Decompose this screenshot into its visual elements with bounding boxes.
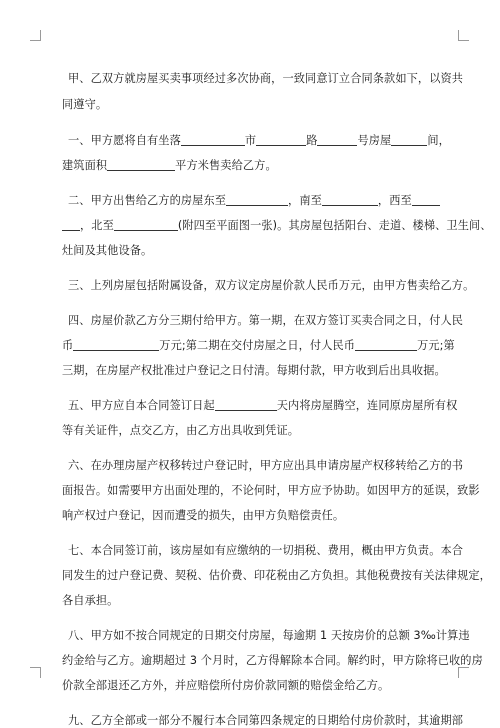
clause-6-line-2: 面报告。如需要甲方出面处理的，不论何时，甲方应予协助。如因甲方的延误，致影 <box>62 484 480 497</box>
clause-6-line-1: 六、在办理房屋产权移转过户登记时，甲方应出具申请房屋产权移转给乙方的书 <box>68 459 464 472</box>
clause-7-line-1: 七、本合同签订前，该房屋如有应缴纳的一切捐税、费用，概由甲方负责。本合 <box>68 544 464 557</box>
clause-8-line-3: 价款全部退还乙方外，并应赔偿所付房价款同额的赔偿金给乙方。 <box>62 679 390 692</box>
blank-field[interactable] <box>322 194 378 206</box>
clause-2-line-3: 灶间及其他设备。 <box>62 244 153 257</box>
blank-field[interactable] <box>412 194 440 206</box>
clause-7-line-2: 同发生的过户登记费、契税、估价费、印花税由乙方负担。其他税费按有关法律规定， <box>62 569 491 582</box>
clause-2-line-2: ，北至 (附四至平面图一张)。其房屋包括阳台、走道、楼梯、卫生间、 <box>62 219 492 233</box>
clause-4-line-1: 四、房屋价款乙方分三期付给甲方。第一期，在双方签订买卖合同之日，付人民 <box>68 314 464 327</box>
blank-field[interactable] <box>62 219 80 231</box>
clause-1-line-2: 建筑面积 平方米售卖给乙方。 <box>62 159 277 172</box>
blank-field[interactable] <box>256 134 306 146</box>
clause-8-line-1: 八、甲方如不按合同规定的日期交付房屋，每逾期 1 天按房价的总额 3‰计算违 <box>68 629 470 642</box>
clause-5-line-1: 五、甲方应自本合同签订日起 天内将房屋腾空，连同原房屋所有权 <box>68 399 458 412</box>
blank-field[interactable] <box>73 339 159 351</box>
crop-mark-top-right <box>458 30 469 41</box>
clause-6-line-3: 响产权过户登记，因而遭受的损失，由甲方负赔偿责任。 <box>62 509 345 522</box>
clause-4-line-2: 币 万元;第二期在交付房屋之日，付人民币 万元;第 <box>62 339 455 352</box>
blank-field[interactable] <box>215 399 277 411</box>
clause-5-line-2: 等有关证件，点交乙方，由乙方出具收到凭证。 <box>62 424 300 437</box>
clause-1-line-1: 一、甲方愿将自有坐落 市 路 号房屋 间， <box>68 134 450 147</box>
blank-field[interactable] <box>107 159 175 171</box>
blank-field[interactable] <box>317 134 357 146</box>
clause-2-line-1: 二、甲方出售给乙方的房屋东至 ，南至 ，西至 <box>68 194 440 208</box>
crop-mark-bottom-left <box>30 667 41 678</box>
blank-field[interactable] <box>355 339 417 351</box>
blank-field[interactable] <box>114 219 178 231</box>
clause-3-line-1: 三、上列房屋包括附属设备，双方议定房屋价款人民币万元，由甲方售卖给乙方。 <box>68 279 475 292</box>
preamble-line-1: 甲、乙双方就房屋买卖事项经过多次协商，一致同意订立合同条款如下，以资共 <box>68 72 464 85</box>
blank-field[interactable] <box>226 194 288 206</box>
clause-9-line-1: 九、乙方全部或一部分不履行本合同第四条规定的日期给付房价款时，其逾期部 <box>68 714 464 727</box>
blank-field[interactable] <box>391 134 427 146</box>
clause-7-line-3: 各自承担。 <box>62 594 119 607</box>
blank-field[interactable] <box>181 134 245 146</box>
clause-4-line-3: 三期，在房屋产权批准过户登记之日付清。每期付款，甲方收到后出具收据。 <box>62 364 446 377</box>
crop-mark-bottom-right <box>458 667 469 678</box>
preamble-line-2: 同遵守。 <box>62 98 108 111</box>
crop-mark-top-left <box>30 30 41 41</box>
clause-8-line-2: 约金给与乙方。逾期超过 3 个月时，乙方得解除本合同。解约时，甲方除将已收的房 <box>62 654 483 667</box>
